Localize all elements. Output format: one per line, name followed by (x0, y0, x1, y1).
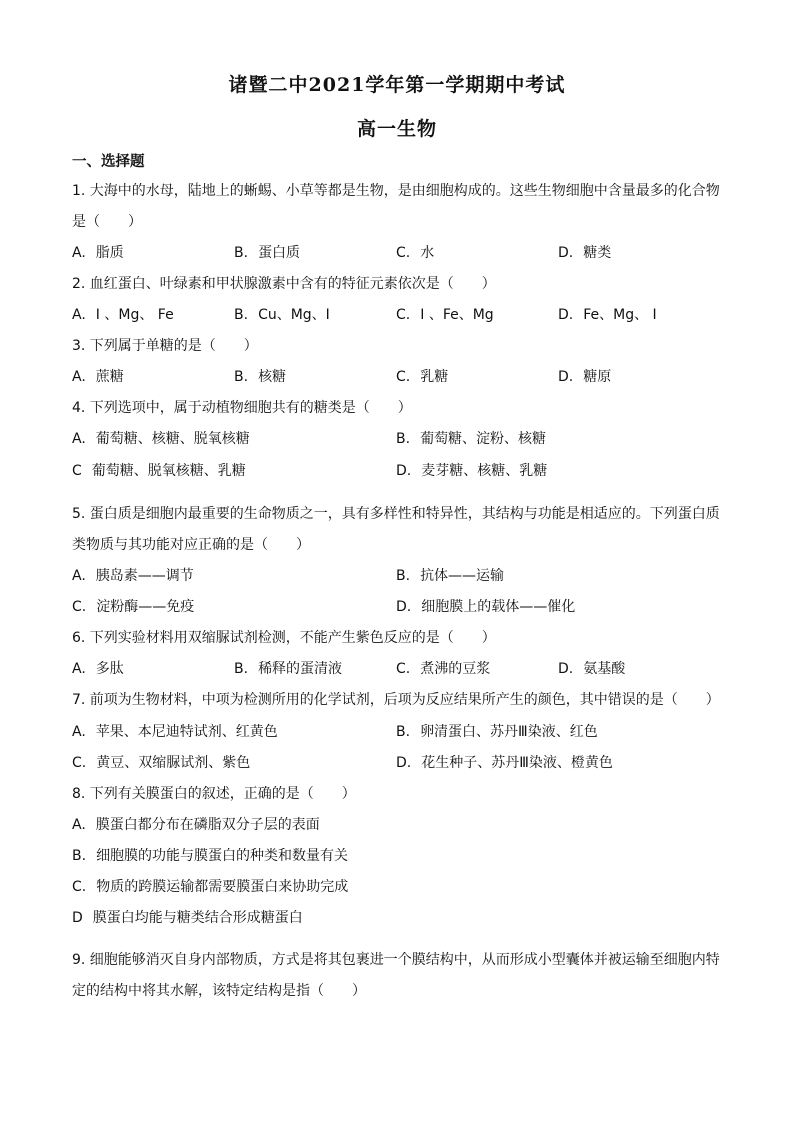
option-b: B. 卵清蛋白、苏丹Ⅲ染液、红色 (396, 724, 598, 740)
question-2-stem: 2. 血红蛋白、叶绿素和甲状腺激素中含有的特征元素依次是（ ） (72, 276, 496, 292)
option-a: A. I 、Mg、 Fe (72, 307, 174, 323)
option-c: C. I 、Fe、Mg (396, 307, 494, 323)
option-d: D. 麦芽糖、核糖、乳糖 (396, 463, 548, 479)
question-5-options-row-2 (72, 592, 732, 623)
option-a: A. 脂质 (72, 245, 124, 261)
option-d: D 膜蛋白均能与糖类结合形成糖蛋白 (72, 910, 303, 926)
option-d: D. 细胞膜上的载体——催化 (396, 599, 576, 615)
question-7-stem: 7. 前项为生物材料，中项为检测所用的化学试剂，后项为反应结果所产生的颜色，其中错误的是（ ） (72, 692, 720, 708)
question-5-stem: 5. 蛋白质是细胞内最重要的生命物质之一，具有多样性和特异性，其结构与功能是相适应的。下列蛋白质类物质与其功能对应正确的是（ ） (72, 506, 720, 553)
exam-title: 诸暨二中2021学年第一学期期中考试 (228, 74, 566, 96)
option-b: B. 稀释的蛋清液 (234, 661, 343, 677)
option-d: D. Fe、Mg、 I (558, 307, 657, 323)
question-6-stem: 6. 下列实验材料用双缩脲试剂检测，不能产生紫色反应的是（ ） (72, 630, 496, 646)
question-4-stem: 4. 下列选项中，属于动植物细胞共有的糖类是（ ） (72, 400, 412, 416)
option-c: C 葡萄糖、脱氧核糖、乳糖 (72, 463, 246, 479)
question-8-option-b (72, 841, 732, 872)
option-a: A. 蔗糖 (72, 369, 124, 385)
question-7-options-row-2 (72, 748, 732, 779)
question-3-stem: 3. 下列属于单糖的是（ ） (72, 338, 258, 354)
option-c: C. 物质的跨膜运输都需要膜蛋白来协助完成 (72, 879, 349, 895)
option-d: D. 糖原 (558, 369, 612, 385)
question-8-option-a (72, 810, 732, 841)
option-b: B. Cu、Mg、I (234, 307, 330, 323)
option-b: B. 核糖 (234, 369, 287, 385)
option-a: A. 葡萄糖、核糖、脱氧核糖 (72, 431, 250, 447)
option-c: C. 乳糖 (396, 369, 449, 385)
option-b: B. 抗体——运输 (396, 568, 505, 584)
question-6-options (72, 654, 732, 685)
question-4-options-row-2 (72, 456, 732, 487)
question-3-options (72, 362, 732, 393)
question-9-stem: 9. 细胞能够消灭自身内部物质，方式是将其包裹进一个膜结构中，从而形成小型囊体并被运输至细胞内特定的结构中将其水解，该特定结构是指（ ） (72, 952, 720, 999)
exam-subtitle: 高一生物 (356, 118, 437, 140)
option-d: D. 花生种子、苏丹Ⅲ染液、橙黄色 (396, 755, 613, 771)
question-8-option-d (72, 903, 732, 934)
option-c: C. 水 (396, 245, 435, 261)
option-b: B. 蛋白质 (234, 245, 301, 261)
option-a: A. 膜蛋白都分布在磷脂双分子层的表面 (72, 817, 320, 833)
section-heading: 一、选择题 (72, 153, 145, 170)
option-b: B. 葡萄糖、淀粉、核糖 (396, 431, 547, 447)
question-8-option-c (72, 872, 732, 903)
question-1-stem: 1. 大海中的水母，陆地上的蜥蜴、小草等都是生物，是由细胞构成的。这些生物细胞中含量最多的化合物是（ ） (72, 183, 720, 230)
option-d: D. 氨基酸 (558, 661, 626, 677)
question-4-options-row-1 (72, 424, 732, 455)
option-b: B. 细胞膜的功能与膜蛋白的种类和数量有关 (72, 848, 349, 864)
option-d: D. 糖类 (558, 245, 612, 261)
option-a: A. 胰岛素——调节 (72, 568, 194, 584)
question-2-options (72, 300, 732, 331)
option-a: A. 苹果、本尼迪特试剂、红黄色 (72, 724, 278, 740)
option-c: C. 黄豆、双缩脲试剂、紫色 (72, 755, 251, 771)
question-5-options-row-1 (72, 561, 732, 592)
question-1-options (72, 238, 732, 269)
option-c: C. 淀粉酶——免疫 (72, 599, 195, 615)
question-8-stem: 8. 下列有关膜蛋白的叙述，正确的是（ ） (72, 786, 356, 802)
option-c: C. 煮沸的豆浆 (396, 661, 491, 677)
question-7-options-row-1 (72, 717, 732, 748)
option-a: A. 多肽 (72, 661, 124, 677)
